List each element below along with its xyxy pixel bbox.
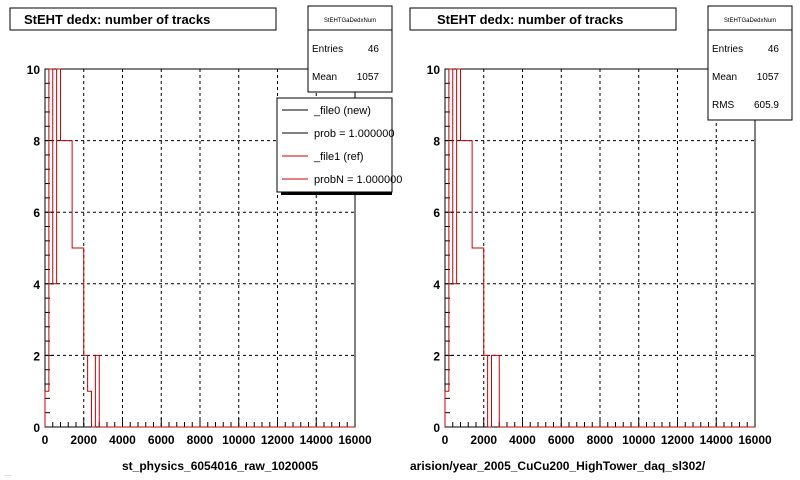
y-tick-label: 0 bbox=[433, 421, 440, 435]
y-tick-label: 0 bbox=[33, 421, 40, 435]
x-tick-label: 10000 bbox=[622, 433, 656, 447]
x-tick-label: 10000 bbox=[222, 433, 256, 447]
y-tick-label: 8 bbox=[33, 134, 40, 149]
right-stats-name: StEHTGaDedxNum bbox=[723, 18, 777, 24]
y-tick-label: 4 bbox=[433, 277, 440, 292]
left-stats-value-mean: 1057 bbox=[356, 72, 379, 83]
right-stats-value-entries: 46 bbox=[767, 44, 779, 55]
x-tick-label: 0 bbox=[441, 433, 449, 447]
x-tick-label: 12000 bbox=[260, 433, 295, 447]
y-tick-label: 8 bbox=[433, 134, 440, 149]
right-chart-title: StEHT dedx: number of tracks bbox=[437, 12, 624, 27]
right-footer-path-label: arision/year_2005_CuCu200_HighTower_daq_sl302/ bbox=[410, 459, 706, 473]
x-tick-label: 14000 bbox=[299, 433, 333, 447]
x-tick-label: 2000 bbox=[470, 433, 498, 447]
x-tick-label: 6000 bbox=[547, 433, 575, 447]
left-stats-box bbox=[308, 6, 392, 92]
left-stats-name: StEHTGaDedxNum bbox=[323, 18, 377, 24]
y-tick-label: 6 bbox=[433, 206, 440, 221]
legend-label: prob = 1.000000 bbox=[314, 128, 395, 140]
y-tick-label: 10 bbox=[26, 63, 40, 77]
right-stats-label-mean: Mean bbox=[712, 72, 738, 83]
right-stats-label-rms: RMS bbox=[712, 100, 735, 111]
right-stats-label-entries: Entries bbox=[712, 44, 744, 55]
left-stats-value-entries: 46 bbox=[367, 44, 379, 55]
left-stats-label-mean: Mean bbox=[312, 72, 338, 83]
x-tick-label: 16000 bbox=[338, 433, 372, 447]
y-tick-label: 10 bbox=[426, 63, 440, 77]
left-chart-panel bbox=[10, 6, 402, 447]
right-chart-panel bbox=[410, 6, 792, 447]
legend-label: probN = 1.000000 bbox=[314, 174, 403, 186]
right-stats-box bbox=[708, 6, 792, 120]
x-tick-label: 4000 bbox=[509, 433, 536, 447]
y-tick-label: 6 bbox=[33, 206, 40, 221]
right-stats-value-rms: 605.9 bbox=[753, 100, 779, 111]
x-tick-label: 14000 bbox=[699, 433, 733, 447]
y-tick-label: 2 bbox=[33, 349, 40, 364]
left-footer-run-label: st_physics_6054016_raw_1020005 bbox=[122, 459, 319, 473]
x-tick-label: 8000 bbox=[186, 433, 214, 447]
x-tick-label: 12000 bbox=[660, 433, 695, 447]
x-tick-label: 16000 bbox=[738, 433, 772, 447]
x-tick-label: 2000 bbox=[70, 433, 98, 447]
left-stats-label-entries: Entries bbox=[312, 44, 344, 55]
legend-label: _file1 (ref) bbox=[314, 151, 364, 163]
x-tick-label: 6000 bbox=[147, 433, 175, 447]
x-tick-label: 8000 bbox=[586, 433, 614, 447]
y-tick-label: 4 bbox=[33, 277, 40, 292]
y-tick-label: 2 bbox=[433, 349, 440, 364]
x-tick-label: 0 bbox=[41, 433, 49, 447]
right-stats-value-mean: 1057 bbox=[756, 72, 779, 83]
left-legend bbox=[277, 98, 402, 195]
x-tick-label: 4000 bbox=[109, 433, 136, 447]
bottom-left-tiny-text: .... bbox=[4, 471, 12, 478]
left-chart-title: StEHT dedx: number of tracks bbox=[24, 12, 211, 27]
legend-label: _file0 (new) bbox=[314, 105, 371, 117]
